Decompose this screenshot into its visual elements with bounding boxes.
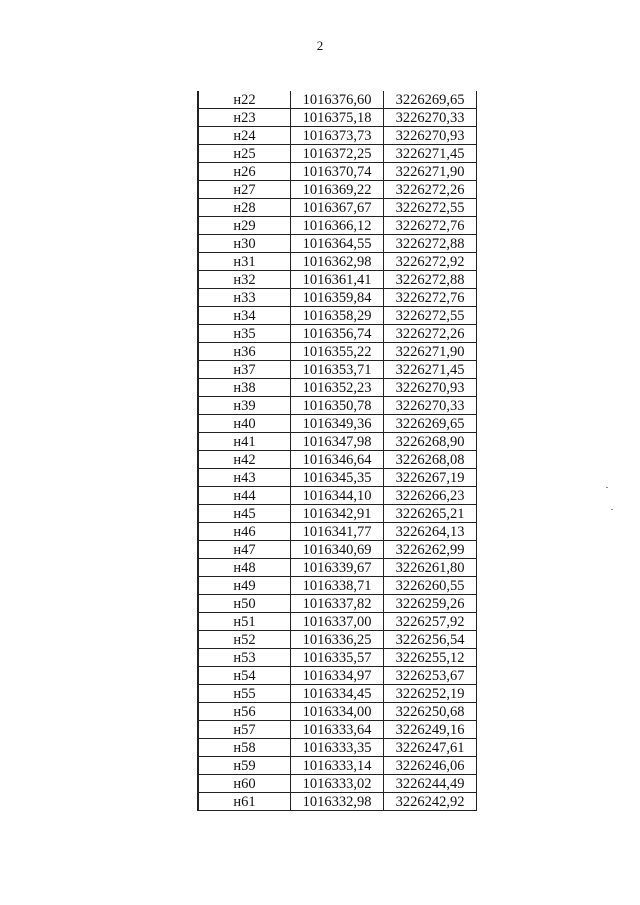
- point-id-cell: н54: [198, 667, 291, 685]
- table-row: [198, 145, 477, 163]
- x-coordinate-cell: 1016342,91: [291, 505, 384, 523]
- x-coordinate-cell: 1016364,55: [291, 235, 384, 253]
- table-row: [198, 397, 477, 415]
- x-coordinate-cell: 1016352,23: [291, 379, 384, 397]
- x-coordinate-cell: 1016362,98: [291, 253, 384, 271]
- table-row: [198, 127, 477, 145]
- table-row: [198, 703, 477, 721]
- x-coordinate-cell: 1016336,25: [291, 631, 384, 649]
- point-id-cell: н46: [198, 523, 291, 541]
- y-coordinate-cell: 3226262,99: [384, 541, 477, 559]
- table-row: [198, 793, 477, 811]
- table-row: [198, 361, 477, 379]
- y-coordinate-cell: 3226272,55: [384, 307, 477, 325]
- point-id-cell: н51: [198, 613, 291, 631]
- point-id-cell: н35: [198, 325, 291, 343]
- table-row: [198, 649, 477, 667]
- point-id-cell: н26: [198, 163, 291, 181]
- table-row: [198, 91, 477, 109]
- coordinates-table-body: [198, 91, 477, 811]
- y-coordinate-cell: 3226259,26: [384, 595, 477, 613]
- x-coordinate-cell: 1016333,64: [291, 721, 384, 739]
- table-row: [198, 199, 477, 217]
- y-coordinate-cell: 3226270,93: [384, 379, 477, 397]
- y-coordinate-cell: 3226269,65: [384, 415, 477, 433]
- point-id-cell: н30: [198, 235, 291, 253]
- table-row: [198, 325, 477, 343]
- x-coordinate-cell: 1016335,57: [291, 649, 384, 667]
- table-row: [198, 469, 477, 487]
- page-number: 2: [316, 38, 324, 53]
- x-coordinate-cell: 1016345,35: [291, 469, 384, 487]
- table-row: [198, 307, 477, 325]
- x-coordinate-cell: 1016333,35: [291, 739, 384, 757]
- x-coordinate-cell: 1016353,71: [291, 361, 384, 379]
- x-coordinate-cell: 1016344,10: [291, 487, 384, 505]
- table-row: [198, 433, 477, 451]
- y-coordinate-cell: 3226261,80: [384, 559, 477, 577]
- point-id-cell: н45: [198, 505, 291, 523]
- point-id-cell: н57: [198, 721, 291, 739]
- y-coordinate-cell: 3226260,55: [384, 577, 477, 595]
- y-coordinate-cell: 3226268,90: [384, 433, 477, 451]
- table-row: [198, 289, 477, 307]
- point-id-cell: н27: [198, 181, 291, 199]
- table-row: [198, 577, 477, 595]
- x-coordinate-cell: 1016369,22: [291, 181, 384, 199]
- point-id-cell: н44: [198, 487, 291, 505]
- point-id-cell: н40: [198, 415, 291, 433]
- table-row: [198, 685, 477, 703]
- coordinates-table: [197, 91, 477, 811]
- table-row: [198, 379, 477, 397]
- table-row: [198, 667, 477, 685]
- y-coordinate-cell: 3226253,67: [384, 667, 477, 685]
- x-coordinate-cell: 1016340,69: [291, 541, 384, 559]
- y-coordinate-cell: 3226257,92: [384, 613, 477, 631]
- x-coordinate-cell: 1016341,77: [291, 523, 384, 541]
- table-row: [198, 775, 477, 793]
- point-id-cell: н59: [198, 757, 291, 775]
- x-coordinate-cell: 1016333,02: [291, 775, 384, 793]
- y-coordinate-cell: 3226270,33: [384, 397, 477, 415]
- table-row: [198, 631, 477, 649]
- x-coordinate-cell: 1016333,14: [291, 757, 384, 775]
- point-id-cell: н60: [198, 775, 291, 793]
- y-coordinate-cell: 3226265,21: [384, 505, 477, 523]
- point-id-cell: н38: [198, 379, 291, 397]
- y-coordinate-cell: 3226271,90: [384, 343, 477, 361]
- y-coordinate-cell: 3226256,54: [384, 631, 477, 649]
- point-id-cell: н41: [198, 433, 291, 451]
- table-row: [198, 415, 477, 433]
- x-coordinate-cell: 1016359,84: [291, 289, 384, 307]
- y-coordinate-cell: 3226272,26: [384, 325, 477, 343]
- point-id-cell: н61: [198, 793, 291, 811]
- x-coordinate-cell: 1016373,73: [291, 127, 384, 145]
- point-id-cell: н43: [198, 469, 291, 487]
- point-id-cell: н24: [198, 127, 291, 145]
- table-row: [198, 595, 477, 613]
- x-coordinate-cell: 1016332,98: [291, 793, 384, 811]
- point-id-cell: н52: [198, 631, 291, 649]
- point-id-cell: н55: [198, 685, 291, 703]
- x-coordinate-cell: 1016367,67: [291, 199, 384, 217]
- x-coordinate-cell: 1016376,60: [291, 91, 384, 109]
- y-coordinate-cell: 3226272,92: [384, 253, 477, 271]
- point-id-cell: н58: [198, 739, 291, 757]
- y-coordinate-cell: 3226249,16: [384, 721, 477, 739]
- table-row: [198, 181, 477, 199]
- x-coordinate-cell: 1016346,64: [291, 451, 384, 469]
- point-id-cell: н31: [198, 253, 291, 271]
- y-coordinate-cell: 3226267,19: [384, 469, 477, 487]
- point-id-cell: н49: [198, 577, 291, 595]
- table-row: [198, 523, 477, 541]
- x-coordinate-cell: 1016366,12: [291, 217, 384, 235]
- point-id-cell: н39: [198, 397, 291, 415]
- y-coordinate-cell: 3226271,45: [384, 145, 477, 163]
- point-id-cell: н37: [198, 361, 291, 379]
- table-row: [198, 253, 477, 271]
- x-coordinate-cell: 1016339,67: [291, 559, 384, 577]
- y-coordinate-cell: 3226271,45: [384, 361, 477, 379]
- y-coordinate-cell: 3226255,12: [384, 649, 477, 667]
- x-coordinate-cell: 1016334,97: [291, 667, 384, 685]
- y-coordinate-cell: 3226264,13: [384, 523, 477, 541]
- table-row: [198, 541, 477, 559]
- x-coordinate-cell: 1016372,25: [291, 145, 384, 163]
- table-row: [198, 613, 477, 631]
- table-row: [198, 343, 477, 361]
- table-row: [198, 757, 477, 775]
- y-coordinate-cell: 3226268,08: [384, 451, 477, 469]
- y-coordinate-cell: 3226242,92: [384, 793, 477, 811]
- x-coordinate-cell: 1016370,74: [291, 163, 384, 181]
- y-coordinate-cell: 3226247,61: [384, 739, 477, 757]
- table-row: [198, 487, 477, 505]
- point-id-cell: н29: [198, 217, 291, 235]
- y-coordinate-cell: 3226272,88: [384, 235, 477, 253]
- y-coordinate-cell: 3226270,93: [384, 127, 477, 145]
- point-id-cell: н22: [198, 91, 291, 109]
- x-coordinate-cell: 1016334,45: [291, 685, 384, 703]
- point-id-cell: н34: [198, 307, 291, 325]
- y-coordinate-cell: 3226269,65: [384, 91, 477, 109]
- point-id-cell: н50: [198, 595, 291, 613]
- point-id-cell: н56: [198, 703, 291, 721]
- y-coordinate-cell: 3226252,19: [384, 685, 477, 703]
- x-coordinate-cell: 1016334,00: [291, 703, 384, 721]
- point-id-cell: н47: [198, 541, 291, 559]
- point-id-cell: н25: [198, 145, 291, 163]
- y-coordinate-cell: 3226272,76: [384, 217, 477, 235]
- point-id-cell: н42: [198, 451, 291, 469]
- point-id-cell: н36: [198, 343, 291, 361]
- table-row: [198, 739, 477, 757]
- table-row: [198, 721, 477, 739]
- point-id-cell: н48: [198, 559, 291, 577]
- point-id-cell: н28: [198, 199, 291, 217]
- point-id-cell: н32: [198, 271, 291, 289]
- point-id-cell: н53: [198, 649, 291, 667]
- table-row: [198, 505, 477, 523]
- x-coordinate-cell: 1016375,18: [291, 109, 384, 127]
- scan-speck: [611, 509, 613, 510]
- x-coordinate-cell: 1016361,41: [291, 271, 384, 289]
- table-row: [198, 559, 477, 577]
- y-coordinate-cell: 3226272,76: [384, 289, 477, 307]
- y-coordinate-cell: 3226266,23: [384, 487, 477, 505]
- y-coordinate-cell: 3226246,06: [384, 757, 477, 775]
- scan-speck: [606, 487, 608, 488]
- point-id-cell: н23: [198, 109, 291, 127]
- table-row: [198, 163, 477, 181]
- table-row: [198, 451, 477, 469]
- x-coordinate-cell: 1016356,74: [291, 325, 384, 343]
- y-coordinate-cell: 3226270,33: [384, 109, 477, 127]
- y-coordinate-cell: 3226272,55: [384, 199, 477, 217]
- table-row: [198, 109, 477, 127]
- x-coordinate-cell: 1016349,36: [291, 415, 384, 433]
- x-coordinate-cell: 1016355,22: [291, 343, 384, 361]
- y-coordinate-cell: 3226272,26: [384, 181, 477, 199]
- table-row: [198, 235, 477, 253]
- table-row: [198, 217, 477, 235]
- y-coordinate-cell: 3226244,49: [384, 775, 477, 793]
- table-row: [198, 271, 477, 289]
- x-coordinate-cell: 1016337,82: [291, 595, 384, 613]
- y-coordinate-cell: 3226271,90: [384, 163, 477, 181]
- point-id-cell: н33: [198, 289, 291, 307]
- y-coordinate-cell: 3226250,68: [384, 703, 477, 721]
- x-coordinate-cell: 1016358,29: [291, 307, 384, 325]
- y-coordinate-cell: 3226272,88: [384, 271, 477, 289]
- x-coordinate-cell: 1016350,78: [291, 397, 384, 415]
- x-coordinate-cell: 1016337,00: [291, 613, 384, 631]
- x-coordinate-cell: 1016338,71: [291, 577, 384, 595]
- x-coordinate-cell: 1016347,98: [291, 433, 384, 451]
